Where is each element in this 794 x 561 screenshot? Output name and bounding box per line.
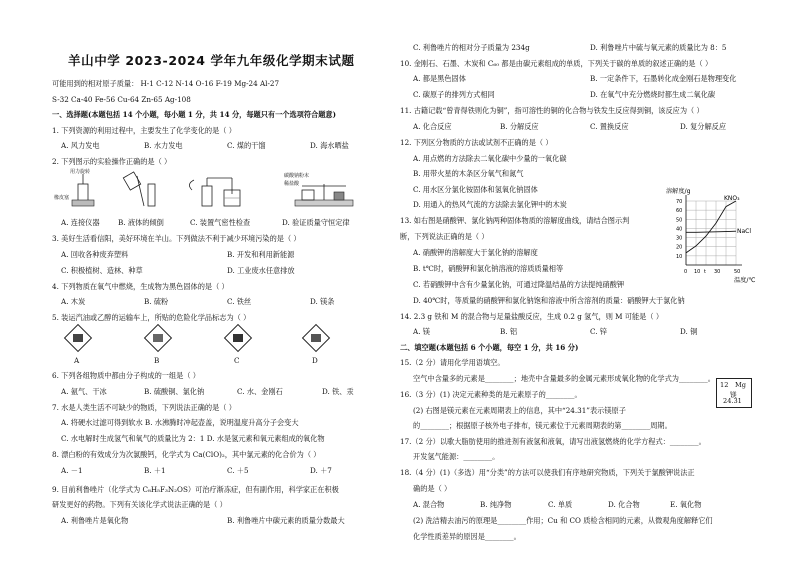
q9-text-1: 9. 目前利鲁唑片（化学式为 C₈H₅F₃N₂OS）可治疗渐冻症，但有副作用，科学家正在积极 [52,485,339,494]
q13-text-2: 断，下列说法正确的是（ ） [400,232,489,241]
chart-x-tick: t [704,269,706,275]
chart-y-tick: 20 [676,244,683,251]
q7-text: 7. 水是人类生活不可缺少的物质，下列说法正确的是（ ） [52,403,236,412]
q3-option-d: D. 工业废水任意排放 [227,266,295,275]
q14-option-b: B. 铝 [500,327,518,336]
q10-option-b: B. 一定条件下，石墨转化成金刚石是物理变化 [590,74,737,83]
q6-option-c: C. 水、金刚石 [237,387,283,396]
q4-text: 4. 下列物质在氧气中燃烧，生成物为黑色固体的是（ ） [52,282,229,291]
mg-mass: 24.31 [723,397,742,405]
hazard-sign-d-icon [302,324,330,352]
q12-option-b: B. 用带火星的木条区分氧气和氮气 [413,169,524,178]
q10-option-d: D. 在氧气中充分燃烧时都生成二氧化碳 [590,90,716,99]
chart-y-tick: 40 [676,226,683,233]
q2-label-rotate: 用力旋转 [70,169,91,175]
atomic-masses-1: 可能用到的相对原子质量： H-1 C-12 N-14 O-16 F-19 Mg-24 Al-27 [52,79,280,88]
chart-y-tick: 60 [676,208,683,215]
q15-text: 15.（2 分）请用化学用语填空。 [400,358,505,367]
chart-y-tick: 10 [676,253,683,260]
q17-text-2: 开发氢气能源：________。 [413,452,500,461]
q14-option-d: D. 铜 [680,327,698,336]
q11-option-b: B. 分解反应 [500,122,539,131]
q13-text-1: 13. 如右图是硝酸钾、氯化钠两种固体物质的溶解度曲线，请结合图示判 [400,216,630,225]
q4-option-d: D. 镁条 [310,297,335,306]
q6-option-b: B. 硫酸铜、氯化钠 [144,387,205,396]
q2-apparatus-drawing [52,170,392,214]
q7-options-line1: A. 将硬水过滤可得到软水 B. 水沸腾时冲起壶盖，说明温度升高分子会变大 [61,418,299,427]
q1-option-b: B. 水力发电 [144,141,183,150]
mg-name: 镁 [730,391,737,399]
chart-y-tick: 30 [676,235,683,242]
q2-option-d: D. 验证质量守恒定律 [282,218,350,227]
q3-text: 3. 美好生活看信阳，美好环境在羊山。下列做法不利于减少环境污染的是（ ） [52,234,301,243]
q5-option-b: B [154,356,160,365]
q9-option-a: A. 利鲁唑片是氧化物 [61,516,129,525]
q2-figures [52,170,392,214]
q1-text: 1. 下列资源的利用过程中，主要发生了化学变化的是（ ） [52,126,236,135]
right-column [400,0,770,561]
q14-text: 14. 2.3 g 铁和 M 的混合物与足量盐酸反应，生成 0.2 g 氢气，则 M 可能是（ ） [400,312,664,321]
q16-text-2: (2) 右图是镁元素在元素周期表上的信息，其中“24.31”表示镁原子 [413,406,626,415]
q2-option-a: A. 连接仪器 [61,218,100,227]
chart-series-label-nacl: NaCl [737,228,752,236]
solubility-chart [664,185,764,285]
q10-option-a: A. 都是黑色固体 [413,74,466,83]
q9-option-c: C. 利鲁唑片的相对分子质量为 234g [413,43,530,52]
chart-ylabel: 溶解度/g [666,188,691,195]
chart-x-tick: 0 [684,269,688,275]
section2-title: 二、填空题(本题包括 6 个小题，每空 1 分，共 16 分) [400,343,579,352]
q18-text-4: 化学性质差异的原因是________。 [413,532,521,541]
left-column [52,0,392,561]
q8-text: 8. 漂白粉的有效成分为次氯酸钙，化学式为 Ca(ClO)₂，其中氯元素的化合价为（ ） [52,450,321,459]
q13-option-b: B. t℃时，硝酸钾和氯化钠溶液的溶质质量相等 [413,264,564,273]
hazard-sign-a-icon [64,324,92,352]
chart-x-tick: 30 [714,269,721,275]
section1-title: 一、选择题(本题包括 14 个小题，每小题 1 分，共 14 分，每题只有一个选项符合题意) [52,110,337,119]
q12-option-a: A. 用点燃的方法除去二氧化碳中少量的一氧化碳 [413,154,567,163]
q2-text: 2. 下列图示的实验操作正确的是（ ） [52,157,172,166]
q8-option-b: B. ＋1 [144,466,166,475]
q12-option-d: D. 用通入的热风气流的方法除去氯化钾中的木炭 [413,200,567,209]
q18-option-b: B. 纯净物 [480,500,512,509]
q10-text: 10. 金刚石、石墨、木炭和 C₆₀ 都是由碳元素组成的单质，下列关于碳的单质的叙述正确的是（ ） [400,59,713,68]
mg-symbol: Mg [735,381,746,389]
hazard-sign-c-icon [224,324,252,352]
q17-text-1: 17.（2 分）以歌大脂肪使用的推进剂有液氢和液氧，请写出液氢燃烧的化学方程式：________。 [400,437,706,446]
q2-label-stopper: 橡皮塞 [54,195,70,201]
q11-text: 11. 古籍记载“曾青得铁则化为铜”，指可溶性的铜的化合物与铁发生反应得到铜，该反应为（ ） [400,106,704,115]
chart-xlabel: 温度/℃ [734,277,756,284]
q15-line: 空气中含量多的元素是________；地壳中含量最多的金属元素形成氧化物的化学式为________。 [413,374,715,383]
q8-option-d: D. ＋7 [310,466,332,475]
q8-option-a: A. －1 [61,466,83,475]
chart-series-kno3 [686,201,736,253]
q6-text: 6. 下列各组物质中都由分子构成的一组是（ ） [52,371,200,380]
chart-y-tick: 70 [676,199,683,205]
exam-title: 羊山中学 2023-2024 学年九年级化学期末试题 [68,53,355,68]
q5-text: 5. 装运汽油或乙醇的运输车上，所贴的危险化学品标志为（ ） [52,313,251,322]
hazard-sign-b-icon [144,324,172,352]
chart-series-label-kno3: KNO₃ [724,195,740,202]
q12-text: 12. 下列区分物质的方法或试剂不正确的是（ ） [400,138,553,147]
q12-option-c: C. 用水区分氯化铵固体和氢氧化钠固体 [413,185,538,194]
chart-y-tick: 50 [676,217,683,224]
q9-text-2: 研发更好的药物。下列有关该化学式说法正确的是（ ） [52,500,227,509]
q7-options-line2: C. 水电解时生成氢气和氧气的质量比为 2：1 D. 水是氢元素和氧元素组成的氧化物 [61,434,325,443]
q11-option-d: D. 复分解反应 [680,122,727,131]
q6-option-a: A. 氨气、干冰 [61,387,107,396]
q1-option-d: D. 海水晒盐 [310,141,349,150]
q4-option-b: B. 硫粉 [144,297,169,306]
chart-series-nacl [686,231,736,232]
q18-option-a: A. 混合物 [413,500,445,509]
q14-option-a: A. 镁 [413,327,430,336]
q18-text-1: 18.（4 分）(1)（多选）用“分类”的方法可以使我们有序地研究物质，下列关于氯酸钾说法正 [400,468,695,477]
q5-option-c: C [234,356,240,365]
q16-text-1: 16.（3 分）(1) 决定元素种类的是元素原子的________。 [400,390,582,399]
q11-option-a: A. 化合反应 [413,122,452,131]
q3-option-c: C. 积极植树、造林、种草 [61,266,143,275]
q13-option-d: D. 40℃时，等质量的硝酸钾和氯化钠饱和溶液中所含溶剂的质量：硝酸钾大于氯化钠 [413,296,685,305]
q2-label-hcl: 稀盐酸 [284,181,300,187]
q10-option-c: C. 碳原子的排列方式相同 [413,90,495,99]
q18-option-e: E. 氧化物 [670,500,702,509]
q3-option-a: A. 回收各种废弃塑料 [61,250,129,259]
atomic-masses-2: S-32 Ca-40 Fe-56 Cu-64 Zn-65 Ag-108 [52,95,191,104]
q2-option-c: C. 装置气密性检查 [190,218,251,227]
q18-option-c: C. 单质 [548,500,573,509]
q6-option-d: D. 铁、汞 [322,387,354,396]
q2-label-sodium-carbonate: 碳酸钠粉末 [284,173,310,179]
q4-option-c: C. 铁丝 [227,297,252,306]
q3-option-b: B. 开发和利用新能源 [227,250,295,259]
q5-option-a: A [74,356,80,365]
q9-option-b: B. 利鲁唑片中碳元素的质量分数最大 [227,516,345,525]
q18-text-3: (2) 洗洁精去油污的原理是________作用；Cu 和 CO 质检含相同的元素，从微观角度解释它们 [413,516,713,525]
chart-x-tick: 10 [694,269,701,275]
q2-option-b: B. 液体的倾倒 [118,218,164,227]
q9-option-d: D. 利鲁唑片中硫与氧元素的质量比为 8：5 [590,43,727,52]
q18-option-d: D. 化合物 [608,500,640,509]
q13-option-c: C. 若硝酸钾中含有少量氯化钠，可通过降温结晶的方法提纯硝酸钾 [413,280,625,289]
chart-x-tick: 50 [734,269,741,275]
mg-number: 12 [720,381,729,389]
q13-option-a: A. 硝酸钾的溶解度大于氯化钠的溶解度 [413,248,538,257]
q1-option-a: A. 风力发电 [61,141,100,150]
q18-text-2: 确的是（ ） [413,484,452,493]
q8-option-c: C. ＋5 [227,466,249,475]
q14-option-c: C. 锌 [590,327,607,336]
q11-option-c: C. 置换反应 [590,122,629,131]
q16-text-3: 的________；根据原子核外电子排布，镁元素位于元素周期表的第________周期。 [413,421,672,430]
q4-option-a: A. 木炭 [61,297,86,306]
q1-option-c: C. 煤的干馏 [227,141,266,150]
q5-option-d: D [312,356,318,365]
mg-element-box [716,378,752,408]
